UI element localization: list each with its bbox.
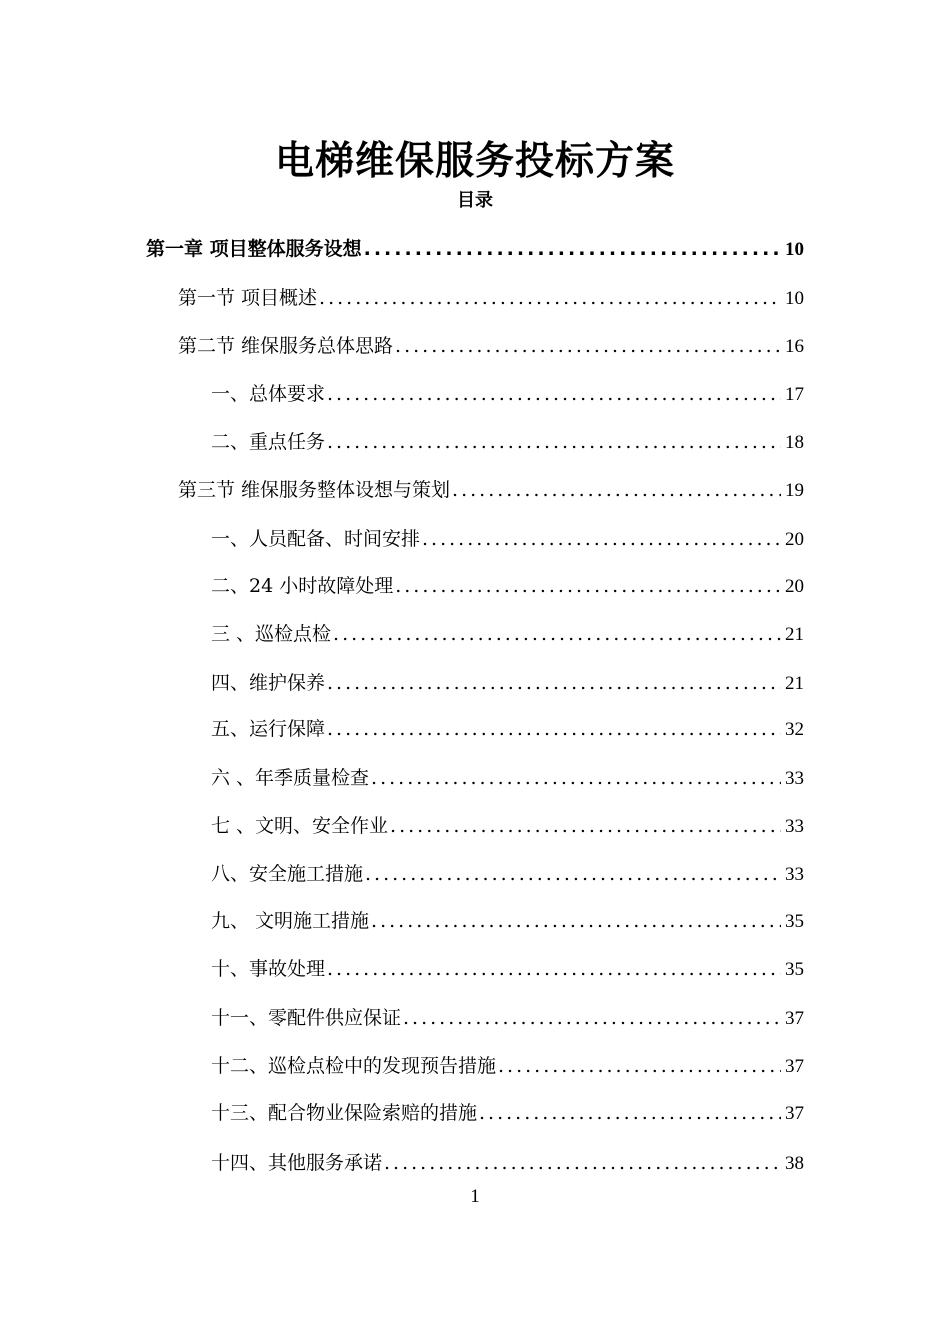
toc-leader-dots: [403, 1006, 781, 1030]
toc-entry-label: 二、24 小时故障处理: [211, 575, 394, 597]
toc-entry-page: 33: [785, 768, 804, 789]
toc-entry-page: 33: [785, 816, 804, 837]
toc-leader-dots: [319, 286, 781, 310]
toc-leader-dots: [327, 382, 781, 406]
toc-leader-dots: [479, 1101, 781, 1125]
toc-entry[interactable]: [211, 1151, 804, 1175]
toc-entry[interactable]: [211, 909, 804, 933]
toc-entry-label: 六 、年季质量检查: [211, 767, 370, 789]
toc-entry[interactable]: [211, 1006, 804, 1030]
toc-entry[interactable]: [178, 334, 804, 358]
toc-leader-dots: [390, 814, 781, 838]
toc-entry-page: 37: [785, 1008, 804, 1029]
toc-entry[interactable]: [211, 430, 804, 454]
toc-entry[interactable]: [211, 766, 804, 790]
toc-leader-dots: [452, 478, 781, 502]
toc-entry[interactable]: [146, 237, 804, 261]
toc-entry-label: 第三节 维保服务整体设想与策划: [178, 479, 451, 501]
toc-entry[interactable]: [211, 862, 804, 886]
toc-entry[interactable]: [211, 382, 804, 406]
toc-entry-label: 第二节 维保服务总体思路: [178, 335, 394, 357]
toc-entry-label: 四、维护保养: [211, 672, 326, 694]
toc-leader-dots: [333, 622, 781, 646]
toc-leader-dots: [498, 1054, 781, 1078]
toc-entry-page: 38: [785, 1153, 804, 1174]
toc-entry-label: 三 、巡检点检: [211, 623, 332, 645]
toc-entry[interactable]: [211, 717, 804, 741]
toc-heading: 目录: [457, 190, 493, 211]
toc-entry-page: 20: [785, 529, 804, 550]
toc-entry-page: 10: [785, 288, 804, 309]
toc-entry-page: 32: [785, 719, 804, 740]
toc-leader-dots: [395, 334, 781, 358]
toc-entry-label: 五、运行保障: [211, 718, 326, 740]
toc-entry-page: 16: [785, 336, 804, 357]
toc-entry[interactable]: [178, 286, 804, 310]
toc-entry[interactable]: [211, 671, 804, 695]
toc-leader-dots: [364, 237, 781, 261]
toc-entry-page: 19: [785, 480, 804, 501]
toc-entry-label: 十三、配合物业保险索赔的措施: [211, 1102, 478, 1124]
toc-entry-page: 37: [785, 1103, 804, 1124]
toc-entry-page: 37: [785, 1056, 804, 1077]
toc-leader-dots: [422, 527, 781, 551]
toc-entry-label: 一、人员配备、时间安排: [211, 528, 421, 550]
toc-entry-page: 18: [785, 432, 804, 453]
toc-entry-page: 35: [785, 959, 804, 980]
toc-leader-dots: [371, 909, 781, 933]
toc-entry-label: 九、 文明施工措施: [211, 910, 370, 932]
toc-entry-label: 第一章 项目整体服务设想: [146, 238, 362, 260]
toc-entry[interactable]: [211, 1054, 804, 1078]
toc-entry-page: 33: [785, 864, 804, 885]
toc-entry-page: 21: [785, 673, 804, 694]
toc-entry-label: 十、事故处理: [211, 958, 326, 980]
toc-entry-page: 10: [785, 239, 804, 260]
toc-entry-label: 一、总体要求: [211, 383, 326, 405]
toc-leader-dots: [327, 717, 781, 741]
page-number: 1: [470, 1186, 480, 1207]
toc-entry-page: 20: [785, 576, 804, 597]
document-title: 电梯维保服务投标方案: [274, 138, 675, 184]
toc-entry[interactable]: [211, 574, 804, 598]
toc-leader-dots: [371, 766, 781, 790]
toc-leader-dots: [327, 671, 781, 695]
toc-entry-label: 七 、文明、安全作业: [211, 815, 389, 837]
toc-leader-dots: [327, 957, 781, 981]
toc-entry[interactable]: [211, 527, 804, 551]
toc-entry-label: 十一、零配件供应保证: [211, 1007, 402, 1029]
toc-entry[interactable]: [211, 1101, 804, 1125]
toc-leader-dots: [365, 862, 781, 886]
toc-leader-dots: [327, 430, 781, 454]
toc-entry[interactable]: [211, 957, 804, 981]
toc-entry-page: 17: [785, 384, 804, 405]
toc-entry-label: 十二、巡检点检中的发现预告措施: [211, 1055, 497, 1077]
toc-entry[interactable]: [178, 478, 804, 502]
toc-entry-label: 八、安全施工措施: [211, 863, 364, 885]
toc-leader-dots: [384, 1151, 781, 1175]
toc-entry-label: 二、重点任务: [211, 431, 326, 453]
toc-entry[interactable]: [211, 814, 804, 838]
toc-entry-page: 21: [785, 624, 804, 645]
toc-entry[interactable]: [211, 622, 804, 646]
toc-entry-label: 十四、其他服务承诺: [211, 1152, 383, 1174]
toc-entry-label: 第一节 项目概述: [178, 287, 318, 309]
toc-leader-dots: [395, 574, 781, 598]
toc-entry-page: 35: [785, 911, 804, 932]
